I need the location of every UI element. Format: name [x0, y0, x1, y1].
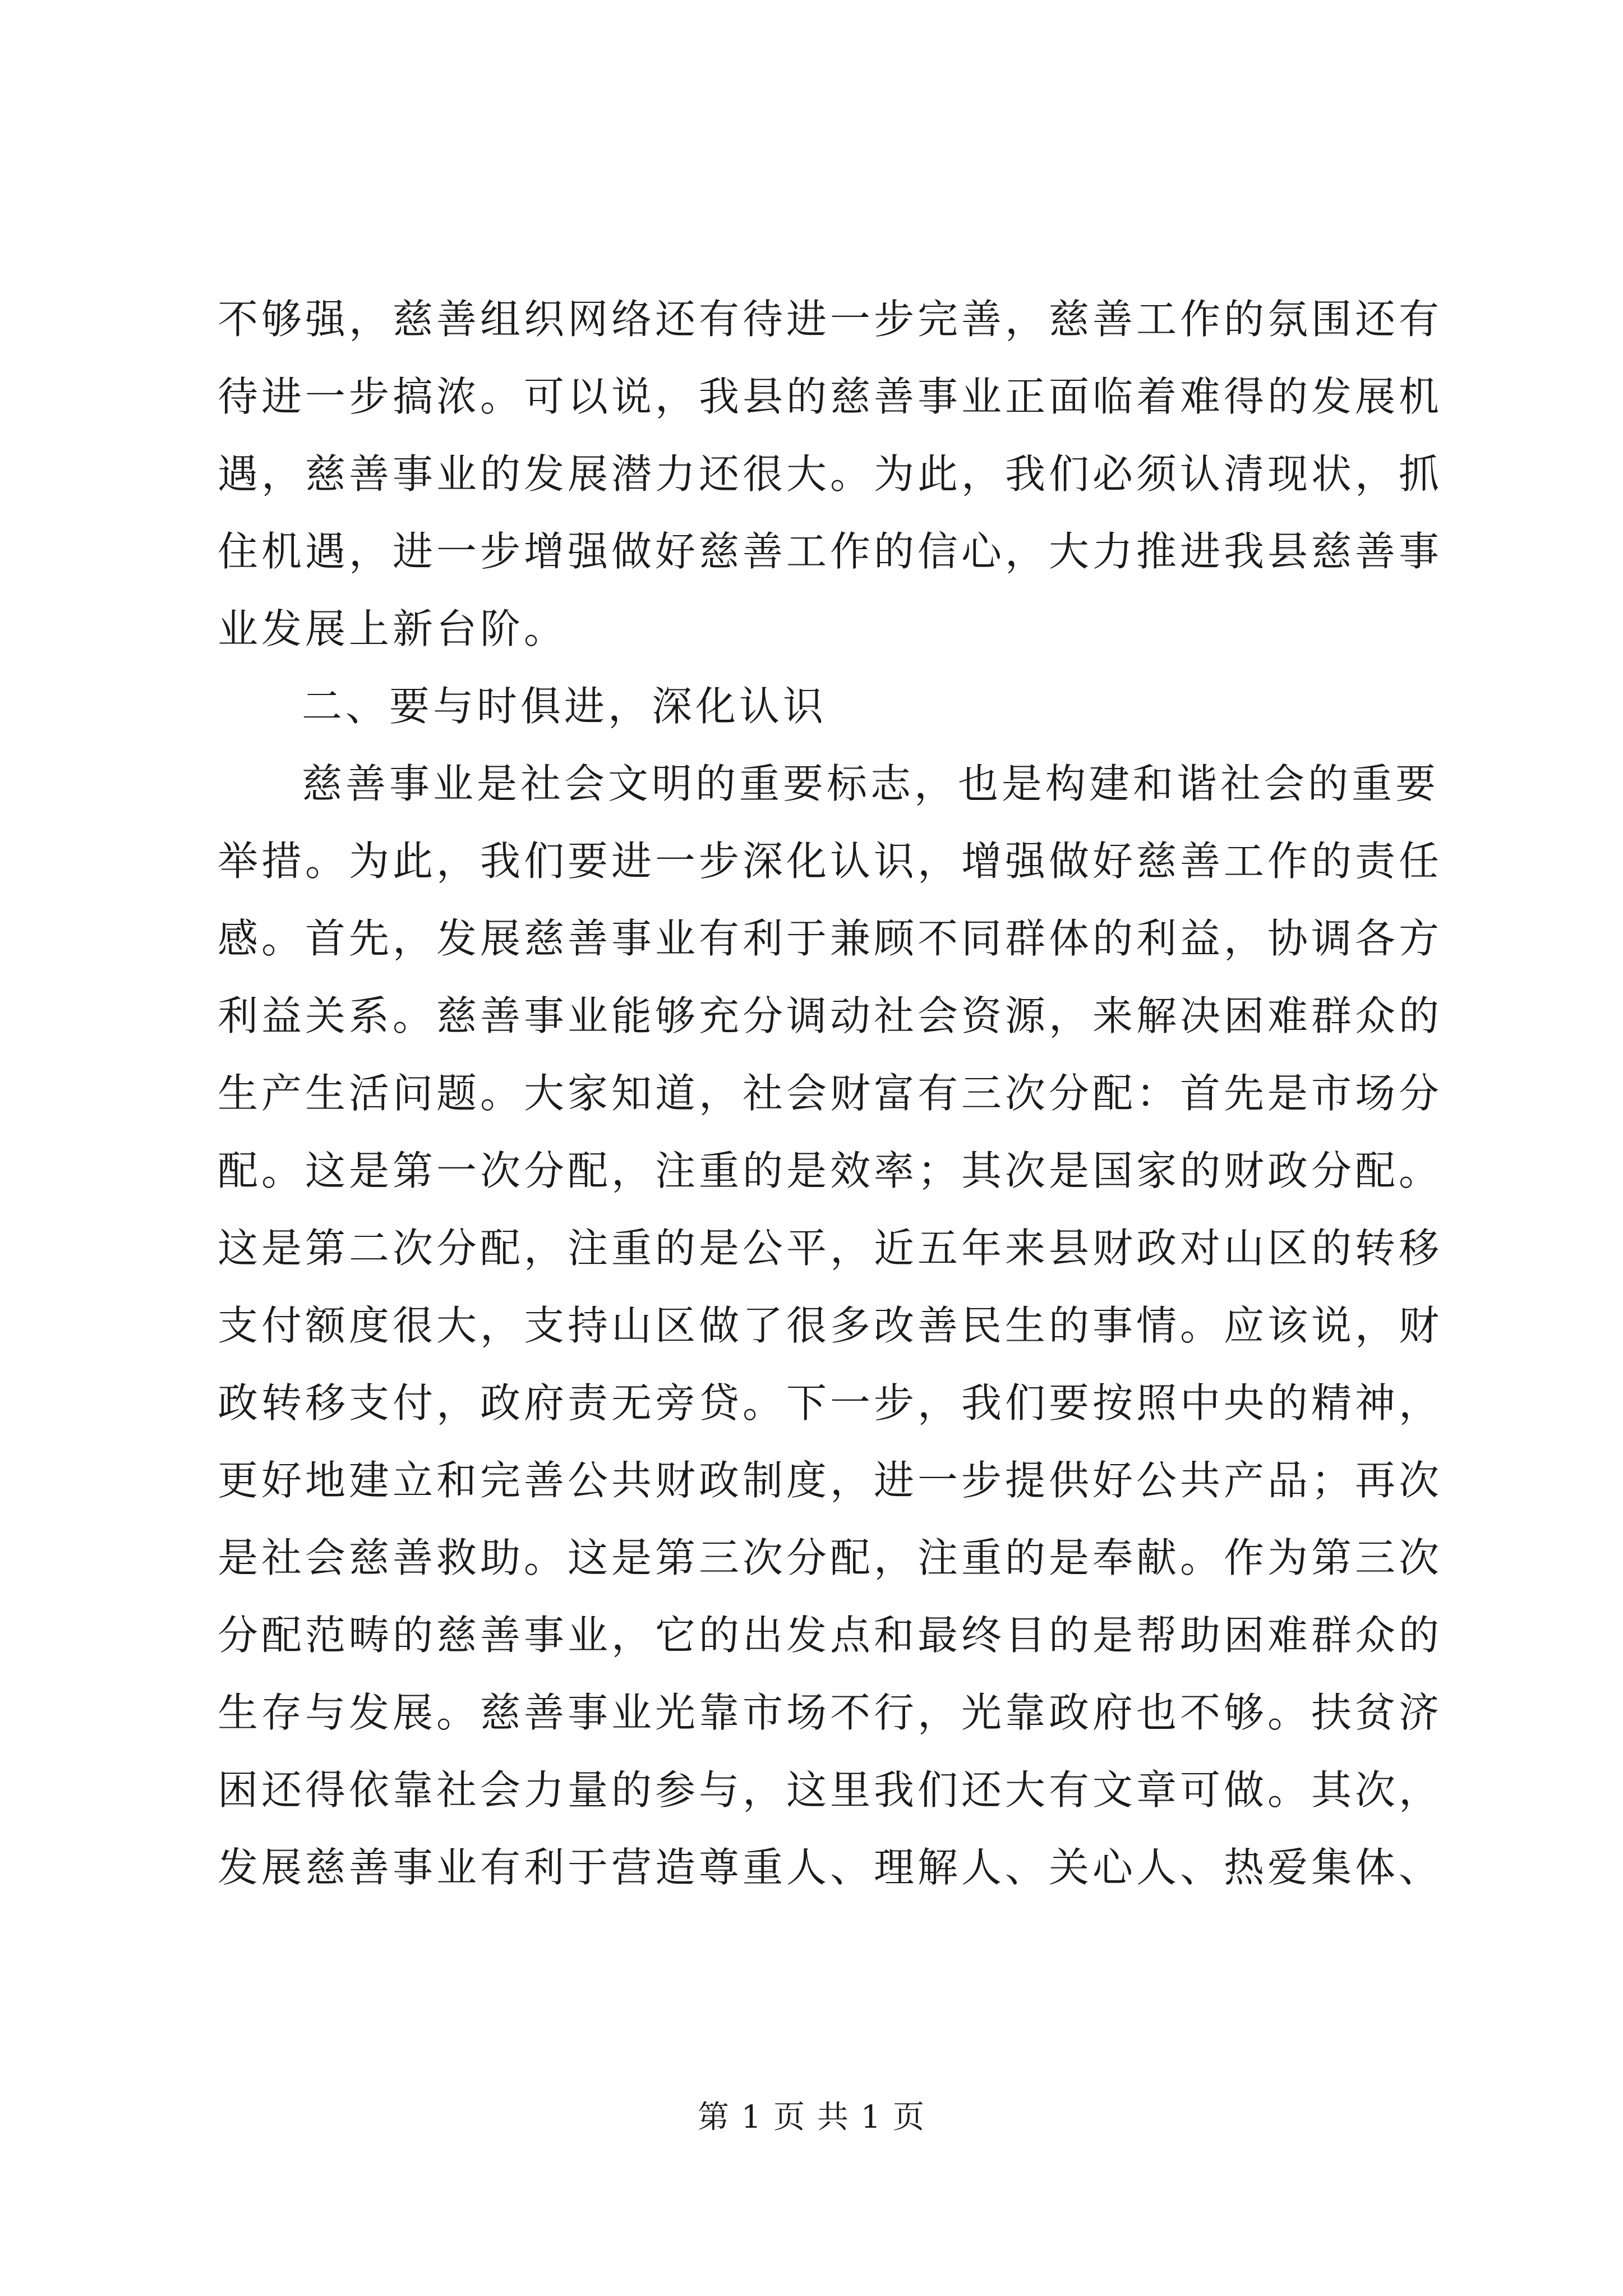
text-line: 生存与发展。慈善事业光靠市场不行，光靠政府也不够。扶贫济 [218, 1689, 1443, 1736]
text-line: 配。这是第一次分配，注重的是效率；其次是国家的财政分配。 [218, 1147, 1443, 1194]
text-line: 政转移支付，政府责无旁贷。下一步，我们要按照中央的精神， [218, 1379, 1443, 1427]
text-line: 利益关系。慈善事业能够充分调动社会资源，来解决困难群众的 [218, 992, 1443, 1039]
text-line: 住机遇，进一步增强做好慈善工作的信心，大力推进我县慈善事 [218, 528, 1443, 575]
text-line: 分配范畴的慈善事业，它的出发点和最终目的是帮助困难群众的 [218, 1612, 1443, 1659]
text-line: 生产生活问题。大家知道，社会财富有三次分配：首先是市场分 [218, 1070, 1443, 1117]
text-line: 不够强，慈善组织网络还有待进一步完善，慈善工作的氛围还有 [218, 296, 1443, 343]
document-body [218, 280, 1443, 1906]
text-line: 慈善事业是社会文明的重要标志，也是构建和谐社会的重要 [302, 760, 1440, 807]
text-line: 举措。为此，我们要进一步深化认识，增强做好慈善工作的责任 [218, 838, 1443, 885]
section-heading: 二、要与时俱进，深化认识 [302, 683, 827, 730]
text-line: 这是第二次分配，注重的是公平，近五年来县财政对山区的转移 [218, 1225, 1443, 1272]
text-line: 支付额度很大，支持山区做了很多改善民生的事情。应该说，财 [218, 1302, 1443, 1349]
text-line: 感。首先，发展慈善事业有利于兼顾不同群体的利益，协调各方 [218, 915, 1443, 962]
text-line: 业发展上新台阶。 [218, 605, 568, 652]
text-line: 是社会慈善救助。这是第三次分配，注重的是奉献。作为第三次 [218, 1534, 1443, 1581]
text-line: 更好地建立和完善公共财政制度，进一步提供好公共产品；再次 [218, 1457, 1443, 1504]
text-line: 待进一步搞浓。可以说，我县的慈善事业正面临着难得的发展机 [218, 373, 1443, 420]
text-line: 发展慈善事业有利于营造尊重人、理解人、关心人、热爱集体、 [218, 1844, 1443, 1891]
text-line: 遇，慈善事业的发展潜力还很大。为此，我们必须认清现状，抓 [218, 450, 1443, 498]
text-line: 困还得依靠社会力量的参与，这里我们还大有文章可做。其次， [218, 1766, 1443, 1814]
page-footer: 第 1 页 共 1 页 [697, 2099, 926, 2136]
